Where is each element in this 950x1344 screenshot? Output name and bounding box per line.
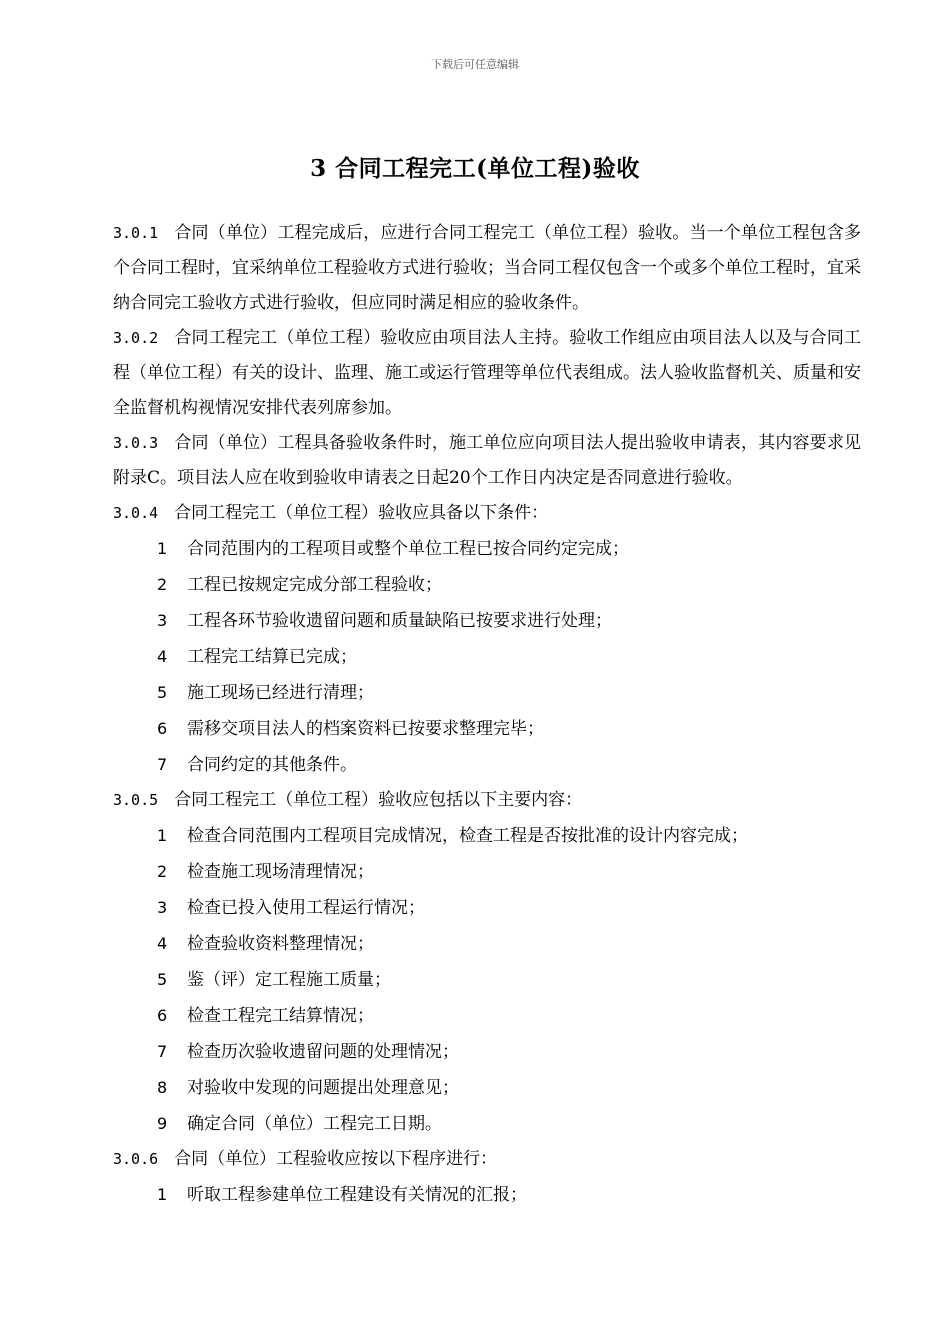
list-item	[113, 711, 861, 747]
item-text: 工程完工结算已完成；	[187, 647, 357, 667]
item-number: 3	[157, 611, 168, 630]
list-item	[113, 603, 861, 639]
item-text: 检查历次验收遗留问题的处理情况；	[187, 1042, 459, 1062]
item-number: 6	[157, 1006, 168, 1025]
item-text: 对验收中发现的问题提出处理意见；	[187, 1078, 459, 1098]
list-item	[113, 747, 861, 783]
section-text: 合同工程完工（单位工程）验收应由项目法人主持。验收工作组应由项目法人以及与合同工程（单位工程）有关的设计、监理、施工或运行管理等单位代表组成。法人验收监督机关、质量和安全监督机构视情况安排代表列席参加。	[113, 328, 861, 418]
section-number: 3.0.4	[113, 504, 159, 522]
section-3-0-3	[113, 426, 861, 496]
section-3-0-6	[113, 1142, 861, 1177]
item-text: 检查验收资料整理情况；	[187, 934, 374, 954]
list-item	[113, 854, 861, 890]
section-text: 合同（单位）工程完成后，应进行合同工程完工（单位工程）验收。当一个单位工程包含多个合同工程时，宜采纳单位工程验收方式进行验收；当合同工程仅包含一个或多个单位工程时，宜采纳合同完工验收方式进行验收，但应同时满足相应的验收条件。	[113, 223, 861, 313]
item-number: 5	[157, 970, 168, 989]
section-number: 3.0.3	[113, 434, 159, 452]
item-text: 检查施工现场清理情况；	[187, 862, 374, 882]
list-item	[113, 926, 861, 962]
section-text: 合同工程完工（单位工程）验收应包括以下主要内容：	[174, 790, 583, 810]
item-number: 4	[157, 647, 168, 666]
section-number: 3.0.2	[113, 329, 159, 347]
list-item	[113, 818, 861, 854]
item-text: 需移交项目法人的档案资料已按要求整理完毕；	[187, 719, 544, 739]
list-item	[113, 531, 861, 567]
item-text: 工程各环节验收遗留问题和质量缺陷已按要求进行处理；	[187, 611, 612, 631]
item-number: 1	[157, 539, 168, 558]
list-item	[113, 890, 861, 926]
item-text: 合同约定的其他条件。	[187, 755, 357, 775]
document-body	[113, 216, 861, 1213]
section-number: 3.0.1	[113, 224, 159, 242]
section-3-0-2	[113, 321, 861, 426]
list-item	[113, 998, 861, 1034]
item-number: 7	[157, 755, 168, 774]
item-number: 7	[157, 1042, 168, 1061]
section-number: 3.0.5	[113, 791, 159, 809]
item-number: 5	[157, 683, 168, 702]
section-text: 合同（单位）工程验收应按以下程序进行：	[174, 1149, 498, 1169]
list-item	[113, 1177, 861, 1213]
list-item	[113, 639, 861, 675]
item-number: 2	[157, 575, 168, 594]
section-3-0-1	[113, 216, 861, 321]
list-item	[113, 1070, 861, 1106]
page-header: 下载后可任意编辑	[431, 58, 519, 71]
item-number: 8	[157, 1078, 168, 1097]
section-text: 合同（单位）工程具备验收条件时，施工单位应向项目法人提出验收申请表，其内容要求见附录C。项目法人应在收到验收申请表之日起20个工作日内决定是否同意进行验收。	[113, 433, 861, 488]
item-text: 检查工程完工结算情况；	[187, 1006, 374, 1026]
item-text: 工程已按规定完成分部工程验收；	[187, 575, 442, 595]
item-text: 合同范围内的工程项目或整个单位工程已按合同约定完成；	[187, 539, 629, 559]
item-text: 检查合同范围内工程项目完成情况，检查工程是否按批准的设计内容完成；	[187, 826, 748, 846]
item-number: 9	[157, 1114, 168, 1133]
item-number: 2	[157, 862, 168, 881]
list-item	[113, 1034, 861, 1070]
section-3-0-4	[113, 496, 861, 531]
item-text: 确定合同（单位）工程完工日期。	[187, 1114, 442, 1134]
item-text: 听取工程参建单位工程建设有关情况的汇报；	[187, 1185, 527, 1205]
section-number: 3.0.6	[113, 1150, 159, 1168]
item-number: 1	[157, 826, 168, 845]
item-number: 1	[157, 1185, 168, 1204]
list-item	[113, 1106, 861, 1142]
item-number: 4	[157, 934, 168, 953]
section-3-0-5	[113, 783, 861, 818]
item-text: 检查已投入使用工程运行情况；	[187, 898, 425, 918]
list-item	[113, 675, 861, 711]
list-item	[113, 962, 861, 998]
section-text: 合同工程完工（单位工程）验收应具备以下条件：	[174, 503, 549, 523]
item-text: 鉴（评）定工程施工质量；	[187, 970, 391, 990]
item-text: 施工现场已经进行清理；	[187, 683, 374, 703]
list-item	[113, 567, 861, 603]
item-number: 6	[157, 719, 168, 738]
item-number: 3	[157, 898, 168, 917]
page-title: 3 合同工程完工(单位工程)验收	[310, 155, 640, 182]
